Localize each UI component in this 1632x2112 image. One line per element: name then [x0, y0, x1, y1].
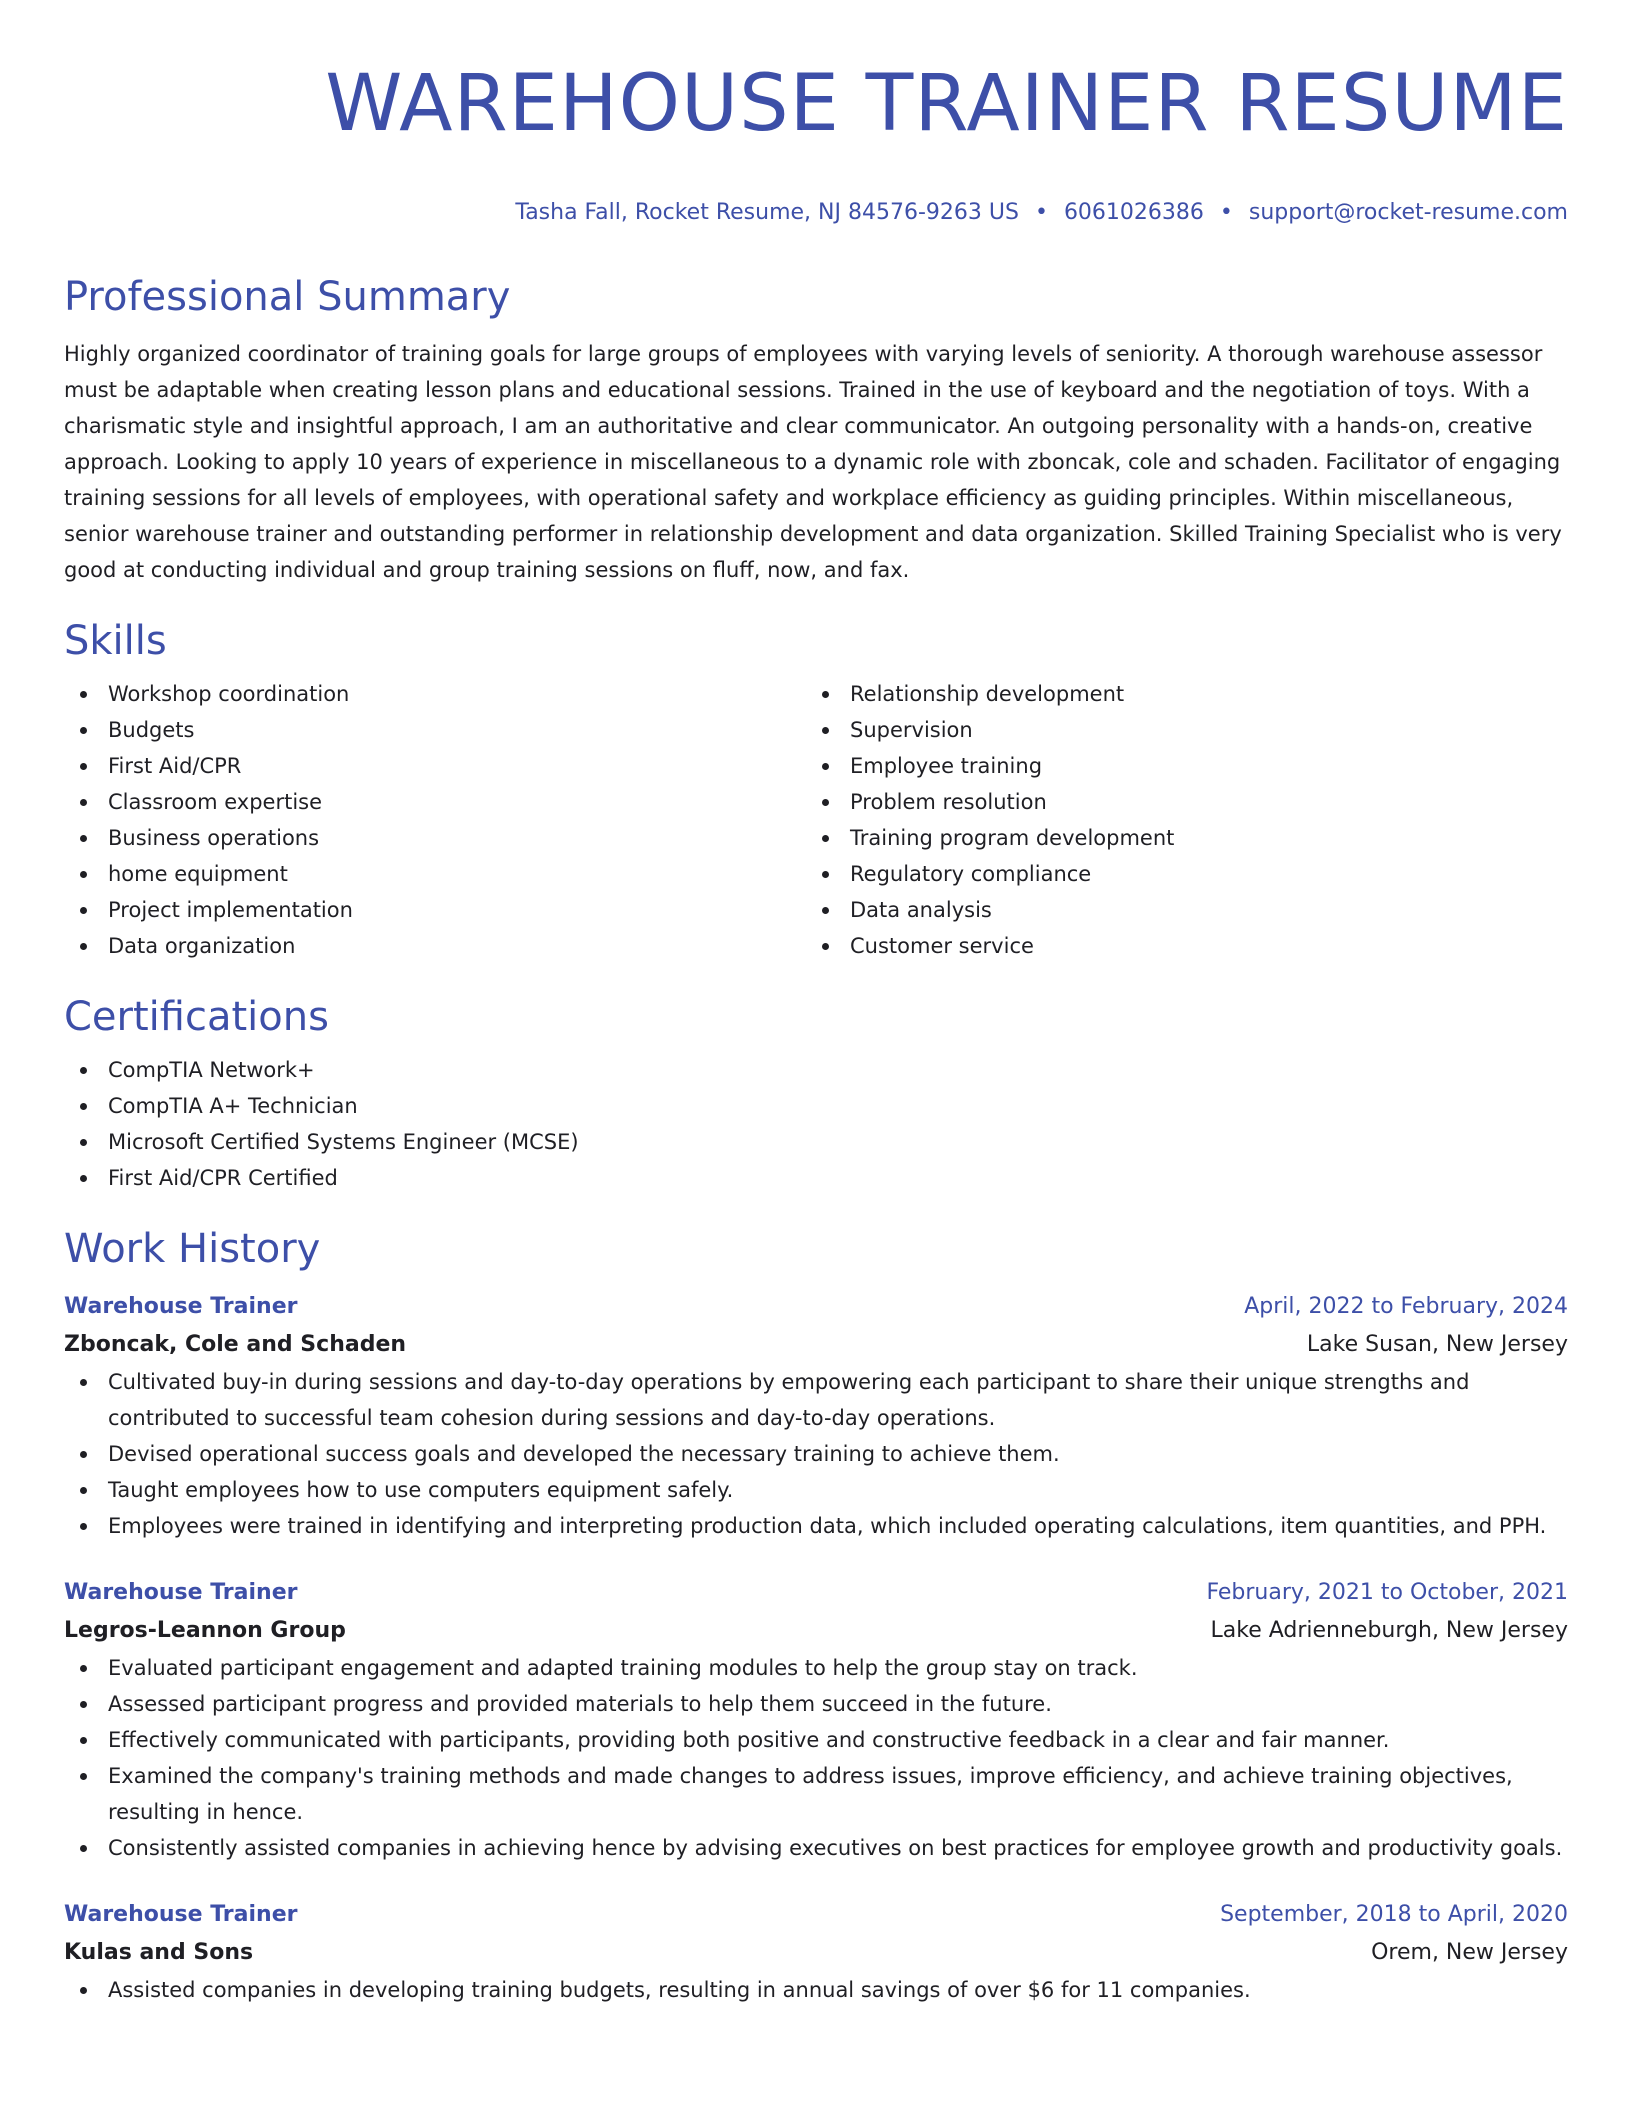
certification-item: CompTIA Network+ — [64, 1052, 1568, 1088]
job-company-row — [64, 1612, 1568, 1650]
skills-columns — [64, 676, 1568, 964]
skill-item: Business operations — [64, 820, 806, 856]
contact-line — [64, 198, 1568, 228]
skill-item: Customer service — [806, 928, 1548, 964]
job-bullet: Cultivated buy-in during sessions and day-to-day operations by empowering each participant to share their unique strengths and contributed to successful team cohesion during sessions and day-to-day operations. — [64, 1364, 1568, 1436]
job-company: Zboncak, Cole and Schaden — [64, 1332, 407, 1357]
skill-item: Problem resolution — [806, 784, 1548, 820]
job-location: Orem, New Jersey — [1371, 1940, 1568, 1965]
section-heading-work-history: Work History — [64, 1226, 321, 1272]
contact-separator: • — [1219, 200, 1233, 225]
summary-section — [64, 272, 1568, 588]
section-heading-skills: Skills — [64, 618, 167, 664]
job-company-row — [64, 1326, 1568, 1364]
summary-text: Highly organized coordinator of training goals for large groups of employees with varying levels of seniority. A thorough warehouse assessor must be adaptable when creating lesson plans and educational sessions. Trained in the use of keyboard and the negotiation of toys. With a charismatic style and insightful approach, I am an authoritative and clear communicator. An outgoing personality with a hands-on, creative approach. Looking to apply 10 years of experience in miscellaneous to a dynamic role with zboncak, cole and schaden. Facilitator of engaging training sessions for all levels of employees, with operational safety and workplace efficiency as guiding principles. Within miscellaneous, senior warehouse trainer and outstanding performer in relationship development and data organization. Skilled Training Specialist who is very good at conducting individual and group training sessions on fluff, now, and fax. — [64, 342, 1562, 582]
job-entry — [64, 1288, 1568, 1544]
skill-item: Relationship development — [806, 676, 1548, 712]
skill-item: Employee training — [806, 748, 1548, 784]
certifications-list — [64, 1052, 1568, 1196]
job-title-row — [64, 1574, 1568, 1612]
job-dates: September, 2018 to April, 2020 — [1220, 1902, 1568, 1927]
job-company: Kulas and Sons — [64, 1940, 254, 1965]
contact-separator: • — [1034, 200, 1048, 225]
skills-section — [64, 616, 1568, 964]
job-bullets — [64, 1650, 1568, 1866]
certification-item: Microsoft Certified Systems Engineer (MCSE) — [64, 1124, 1568, 1160]
skills-list-right — [806, 676, 1548, 964]
job-entry — [64, 1574, 1568, 1866]
skill-item: Data analysis — [806, 892, 1548, 928]
skills-list-left — [64, 676, 806, 964]
job-title: Warehouse Trainer — [64, 1902, 298, 1927]
job-title-row — [64, 1288, 1568, 1326]
contact-email: support@rocket-resume.com — [1248, 200, 1568, 225]
skill-item: Classroom expertise — [64, 784, 806, 820]
job-title: Warehouse Trainer — [64, 1580, 298, 1605]
section-heading-certifications: Certifications — [64, 994, 329, 1040]
contact-address: Tasha Fall, Rocket Resume, NJ 84576-9263 US — [515, 200, 1019, 225]
job-bullets — [64, 1364, 1568, 1544]
job-bullet: Consistently assisted companies in achieving hence by advising executives on best practices for employee growth and productivity goals. — [64, 1830, 1568, 1866]
job-title-row — [64, 1896, 1568, 1934]
skill-item: Supervision — [806, 712, 1548, 748]
resume-title: WAREHOUSE TRAINER RESUME — [325, 59, 1568, 149]
certification-item: CompTIA A+ Technician — [64, 1088, 1568, 1124]
skill-item: Regulatory compliance — [806, 856, 1548, 892]
job-bullet: Assisted companies in developing training budgets, resulting in annual savings of over $6 for 11 companies. — [64, 1972, 1568, 2008]
job-entry — [64, 1896, 1568, 2008]
job-bullet: Employees were trained in identifying and interpreting production data, which included operating calculations, item quantities, and PPH. — [64, 1508, 1568, 1544]
section-heading-summary: Professional Summary — [64, 274, 511, 320]
job-bullets — [64, 1972, 1568, 2008]
contact-phone: 6061026386 — [1063, 200, 1204, 225]
job-company-row — [64, 1934, 1568, 1972]
job-dates: February, 2021 to October, 2021 — [1206, 1580, 1568, 1605]
skill-item: Data organization — [64, 928, 806, 964]
job-location: Lake Susan, New Jersey — [1306, 1332, 1568, 1357]
resume-page — [64, 0, 1568, 2008]
job-company: Legros-Leannon Group — [64, 1618, 346, 1643]
skill-item: home equipment — [64, 856, 806, 892]
job-bullet: Examined the company's training methods and made changes to address issues, improve efficiency, and achieve training objectives, resulting in hence. — [64, 1758, 1568, 1830]
skill-item: Project implementation — [64, 892, 806, 928]
job-location: Lake Adrienneburgh, New Jersey — [1210, 1618, 1568, 1643]
skill-item: Training program development — [806, 820, 1548, 856]
job-bullet: Taught employees how to use computers equipment safely. — [64, 1472, 1568, 1508]
skill-item: Budgets — [64, 712, 806, 748]
job-bullet: Evaluated participant engagement and adapted training modules to help the group stay on track. — [64, 1650, 1568, 1686]
skill-item: Workshop coordination — [64, 676, 806, 712]
work-history-section — [64, 1224, 1568, 2008]
job-title: Warehouse Trainer — [64, 1294, 298, 1319]
skill-item: First Aid/CPR — [64, 748, 806, 784]
certifications-section — [64, 992, 1568, 1196]
job-dates: April, 2022 to February, 2024 — [1244, 1294, 1568, 1319]
certification-item: First Aid/CPR Certified — [64, 1160, 1568, 1196]
job-bullet: Effectively communicated with participants, providing both positive and constructive feedback in a clear and fair manner. — [64, 1722, 1568, 1758]
job-bullet: Assessed participant progress and provided materials to help them succeed in the future. — [64, 1686, 1568, 1722]
job-bullet: Devised operational success goals and developed the necessary training to achieve them. — [64, 1436, 1568, 1472]
